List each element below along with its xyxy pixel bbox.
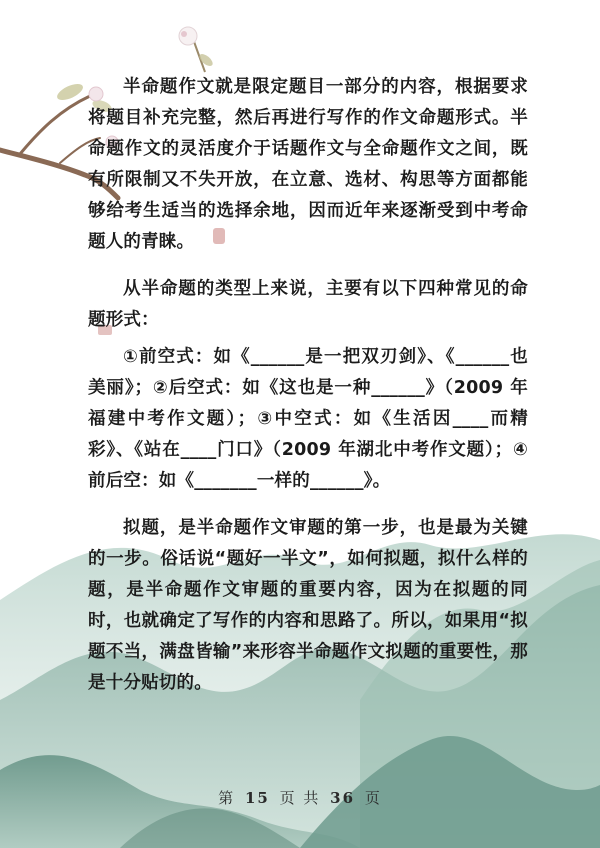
footer-page-number: 15	[244, 789, 270, 807]
paragraph-intro: 半命题作文就是限定题目一部分的内容，根据要求将题目补充完整，然后再进行写作的作文命题形式。半命题作文的灵活度介于话题作文与全命题作文之间，既有所限制又不失开放，在立意、选材、构思等方面都能够给考生适当的选择余地，因而近年来逐渐受到中考命题人的青睐。	[88, 77, 528, 252]
flower-decoration	[179, 27, 215, 72]
paragraph-title-setting: 拟题，是半命题作文审题的第一步，也是最为关键的一步。俗话说“题好一半文”，如何拟题，拟什么样的题，是半命题作文审题的重要内容，因为在拟题的同时，也就确定了写作的内容和思路了。所以，如果用“拟题不当，满盘皆输”来形容半命题作文拟题的重要性，那是十分贴切的。	[88, 518, 528, 693]
footer-suffix: 页	[364, 789, 382, 807]
paragraph-types: 从半命题的类型上来说，主要有以下四种常见的命题形式：	[88, 279, 528, 330]
paragraph-examples: ①前空式：如《______是一把双刃剑》、《______也美丽》；②后空式：如《这也是一种______》（2009 年福建中考作文题）；③中空式：如《生活因____而精彩》、《站在____门口》（2009 年湖北中考作文题）；④前后空：如《_______一样的______》。	[88, 347, 528, 491]
footer-middle: 页 共	[279, 789, 321, 807]
page-footer	[0, 787, 600, 808]
footer-total-pages: 36	[330, 789, 356, 807]
footer-prefix: 第	[218, 789, 236, 807]
article-body	[88, 72, 528, 715]
